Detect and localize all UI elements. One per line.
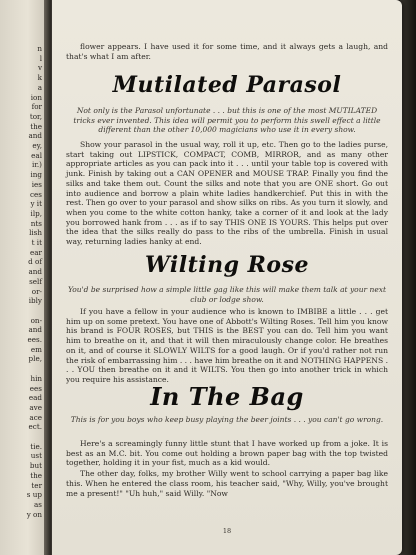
left-page-fragment: ple,: [28, 354, 42, 364]
left-page-fragment: y it: [30, 199, 42, 209]
left-page-fragment: n: [37, 44, 42, 53]
left-page-fragment: ees: [29, 383, 42, 393]
left-page-fragment: ibly: [28, 296, 42, 306]
section-body-in-the-bag: [66, 439, 388, 498]
left-page-fragment: ies: [31, 179, 42, 189]
body-text: Show your parasol in the usual way, roll it up, etc. Then go to the ladies purse, start taking out LIPSTICK, COMPACT, COMB, MIRROR, and as many other appropriate articles as you can pack into it . . . until your table top is covered with junk. Finish by taking out a CAN OPENER and MOUSE TRAP. Finally you find the silks and take them out. Count the silks and note that you are ONE short. Go out into audience and borrow a plain white ladies handkerchief. Put this in with the rest. Then go over to your parasol and show silks on ribs. As you turn it slowly, and when you come to the white cotton hanky, take a corner of it and look at the lady you borrowed hank from . . . as if to say THIS ONE IS YOURS. This helps put over the idea that the silks really do pass to the ribs of the umbrella. Finish in usual way, returning ladies hanky at end.: [66, 140, 388, 247]
left-page-fragment: tor,: [29, 111, 42, 121]
left-page-fragment: ave: [29, 402, 42, 412]
page-number: 18: [222, 527, 232, 535]
left-page-fragment: d of: [28, 257, 42, 267]
left-page-fragment: a: [37, 82, 42, 92]
left-page-fragment: but: [29, 461, 42, 471]
left-page-fragment: tie.: [30, 441, 42, 451]
left-page-fragment: l: [39, 53, 42, 63]
left-page-fragment: ees.: [27, 335, 42, 344]
left-page-fragment: ter: [31, 480, 42, 490]
left-page-fragment: ust: [30, 451, 42, 461]
left-page-fragment: k: [37, 73, 42, 83]
left-page-fragment: and: [28, 325, 42, 335]
section-intro-mutilated-parasol: Not only is the Parasol unfortunate . . . but this is one of the most MUTILATED tricks ever invented. This idea will permit you to perform this swell effect a little different than the other 10,000 magicians who use it in every show.: [73, 106, 381, 135]
left-page-fragment: nts: [30, 218, 42, 228]
left-page-fragment: ilp,: [30, 208, 42, 218]
left-page-fragment: ect.: [28, 422, 42, 432]
section-intro-in-the-bag: This is for you boys who keep busy playing the beer joints . . . you can't go wrong.: [70, 415, 384, 424]
left-page-fragment: ey,: [32, 141, 42, 150]
left-page-fragment: as: [34, 499, 42, 509]
left-page-fragment: eal: [31, 150, 42, 160]
left-page-fragment: v: [37, 63, 42, 73]
left-page-fragment: s up: [26, 490, 42, 500]
section-body-mutilated-parasol: [66, 140, 388, 247]
left-page-fragment: the: [30, 121, 42, 131]
body-text: The other day, folks, my brother Willy went to school carrying a paper bag like this. When he entered the class room, his teacher said, "Why, Willy, you've brought me a present!" "Uh huh," said Willy. "Now: [66, 469, 388, 498]
left-page-fragment: em: [30, 344, 42, 354]
left-page-fragment: ead: [28, 393, 42, 403]
book-page: [52, 0, 402, 555]
left-page-fragment: ear: [30, 247, 42, 257]
section-title-in-the-bag: In The Bag: [150, 382, 304, 411]
left-page-fragment: y on: [26, 509, 42, 519]
left-page-fragment: or-: [31, 286, 42, 296]
left-page-fragment: on-: [30, 315, 42, 325]
left-page-fragment: ion: [30, 92, 42, 102]
continued-paragraph: [66, 42, 388, 61]
left-page-fragment: and: [28, 131, 42, 141]
body-text: Here's a screamingly funny little stunt that I have worked up from a joke. It is best as an M.C. bit. You come out holding a brown paper bag with the top twisted together, holding it in your fist, much as a kid would.: [66, 439, 388, 468]
left-page-fragment: the: [30, 470, 42, 480]
left-page-fragment: lish: [29, 228, 42, 238]
left-page-fragment: ing: [30, 170, 42, 180]
section-title-wilting-rose: Wilting Rose: [145, 252, 309, 278]
body-text: If you have a fellow in your audience who is known to IMBIBE a little . . . get him up on some pretext. You have one of Abbott's Wilting Roses. Tell him you know his brand is FOUR ROSES, but THIS is the BEST you can do. Tell him you want him to breathe on it, and that it will then miraculously change color. He breathes on it, and of course it SLOWLY WILTS for a good laugh. Or if you'd rather not run the risk of embarrassing him . . . have him breathe on it and NOTHING HAPPENS . . . YOU then breathe on it and it WILTS. You then go into another trick in which you require his assistance.: [66, 307, 388, 384]
section-intro-wilting-rose: You'd be surprised how a simple little gag like this will make them talk at your next club or lodge show.: [67, 285, 387, 304]
left-page-fragment: self: [29, 276, 42, 286]
left-page-fragment: ace: [29, 412, 42, 422]
left-page-fragment: and: [28, 267, 42, 277]
facing-left-page: [0, 0, 46, 555]
continued-text: flower appears. I have used it for some time, and it always gets a laugh, and that's what I am after.: [66, 42, 388, 61]
background-edge: [400, 0, 416, 555]
left-page-fragment: for: [31, 102, 42, 112]
left-page-fragment: hin: [30, 373, 42, 383]
left-page-fragment: ir.): [31, 160, 42, 170]
section-title-mutilated-parasol: Mutilated Parasol: [112, 72, 342, 98]
left-page-fragment: t it: [31, 238, 42, 247]
section-body-wilting-rose: [66, 307, 388, 385]
left-page-fragment: ces: [30, 189, 42, 199]
